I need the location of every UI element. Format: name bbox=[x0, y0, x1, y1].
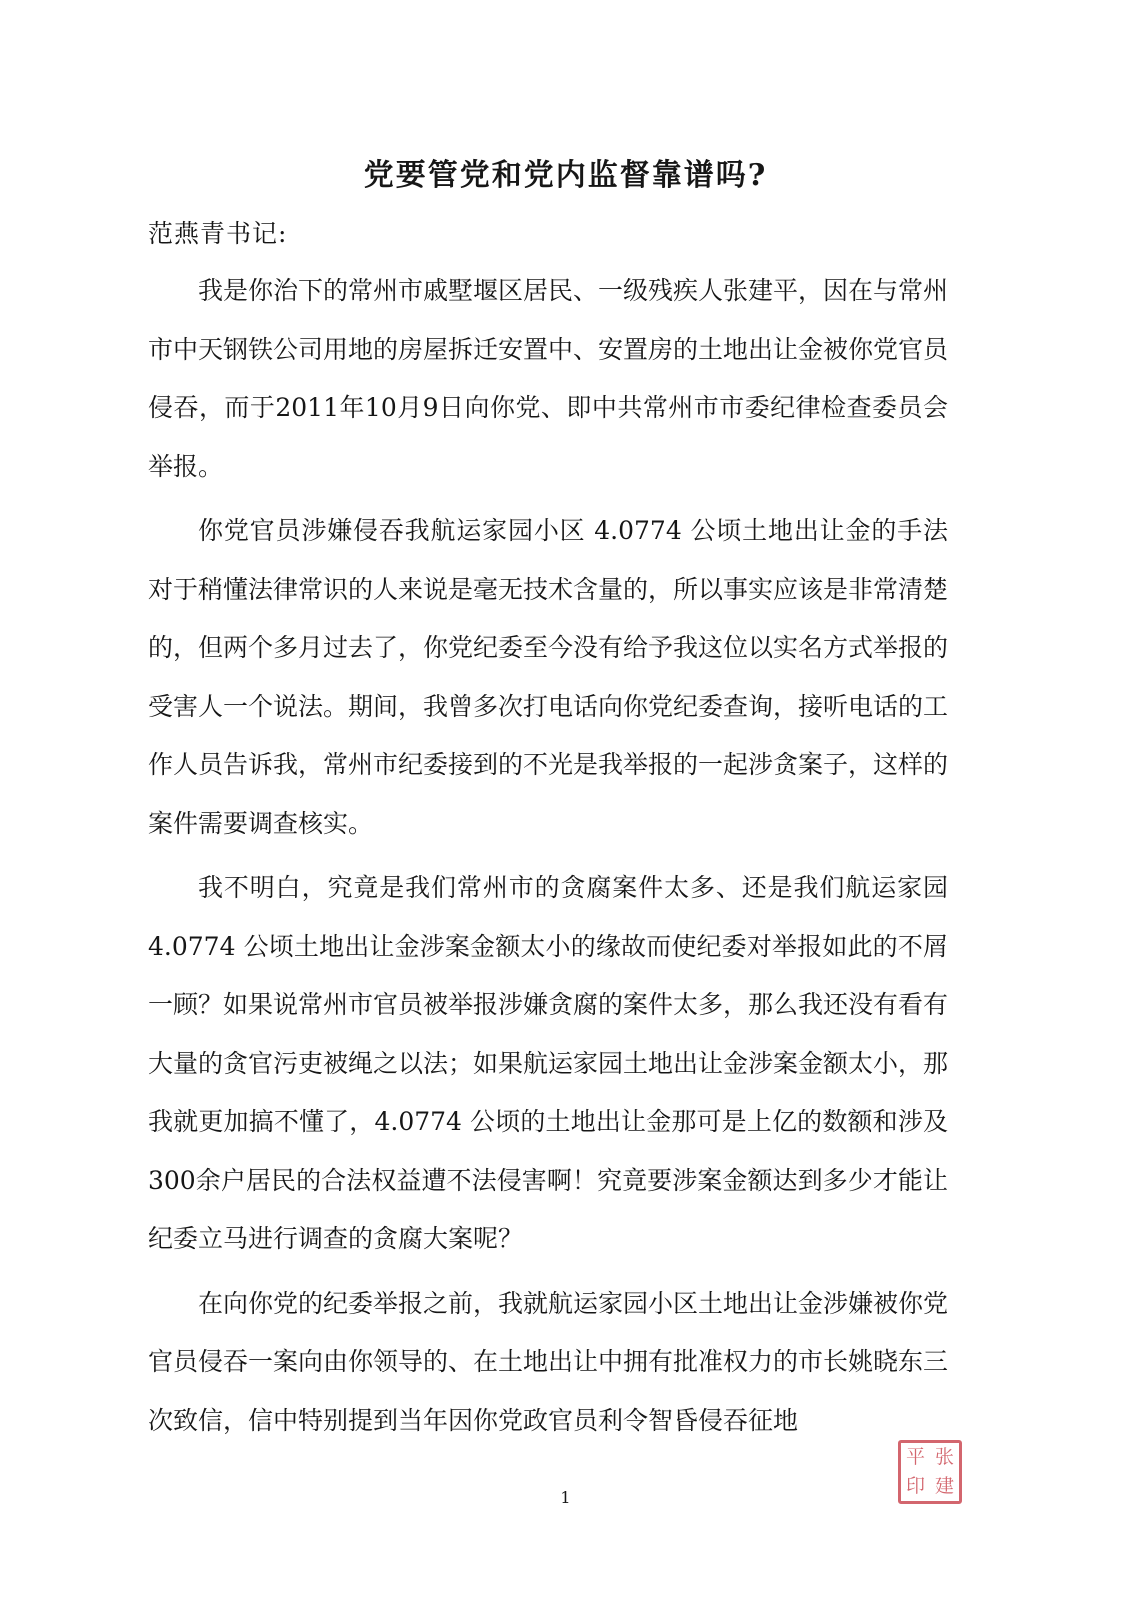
paragraph: 我不明白，究竟是我们常州市的贪腐案件太多、还是我们航运家园 4.0774 公顷土地出让金涉案金额太小的缘故而使纪委对举报如此的不屑一顾？如果说常州市官员被举报涉嫌贪腐的案件太多，那么我还没有看有大量的贪官污吏被绳之以法；如果航运家园土地出让金涉案金额太小，那我就更加搞不懂了，4.0774 公顷的土地出让金那可是上亿的数额和涉及300余户居民的合法权益遭不法侵害啊！究竟要涉案金额达到多少才能让纪委立马进行调查的贪腐大案呢？ bbox=[148, 873, 949, 1253]
seal-char: 印 bbox=[905, 1475, 925, 1497]
paragraph: 我是你治下的常州市戚墅堰区居民、一级残疾人张建平，因在与常州市中天钢铁公司用地的房屋拆迁安置中、安置房的土地出让金被你党官员侵吞，而于2011年10月9日向你党、即中共常州市市委纪律检查委员会举报。 bbox=[148, 276, 949, 481]
seal-char: 平 bbox=[905, 1446, 925, 1468]
red-seal-stamp bbox=[898, 1440, 962, 1504]
letter-body bbox=[148, 262, 948, 1456]
seal-char: 张 bbox=[934, 1446, 954, 1468]
paragraph: 在向你党的纪委举报之前，我就航运家园小区土地出让金涉嫌被你党官员侵吞一案向由你领导的、在土地出让中拥有批准权力的市长姚晓东三次致信，信中特别提到当年因你党政官员利令智昏侵吞征地 bbox=[148, 1288, 949, 1435]
paragraph: 你党官员涉嫌侵吞我航运家园小区 4.0774 公顷土地出让金的手法对于稍懂法律常识的人来说是毫无技术含量的，所以事实应该是非常清楚的，但两个多月过去了，你党纪委至今没有给予我这位以实名方式举报的受害人一个说法。期间，我曾多次打电话向你党纪委查询，接听电话的工作人员告诉我，常州市纪委接到的不光是我举报的一起涉贪案子，这样的案件需要调查核实。 bbox=[148, 516, 949, 838]
salutation: 范燕青书记: bbox=[148, 219, 288, 248]
seal-char: 建 bbox=[934, 1475, 954, 1497]
document-title: 党要管党和党内监督靠谱吗? bbox=[363, 158, 768, 193]
page-number: 1 bbox=[560, 1488, 571, 1507]
